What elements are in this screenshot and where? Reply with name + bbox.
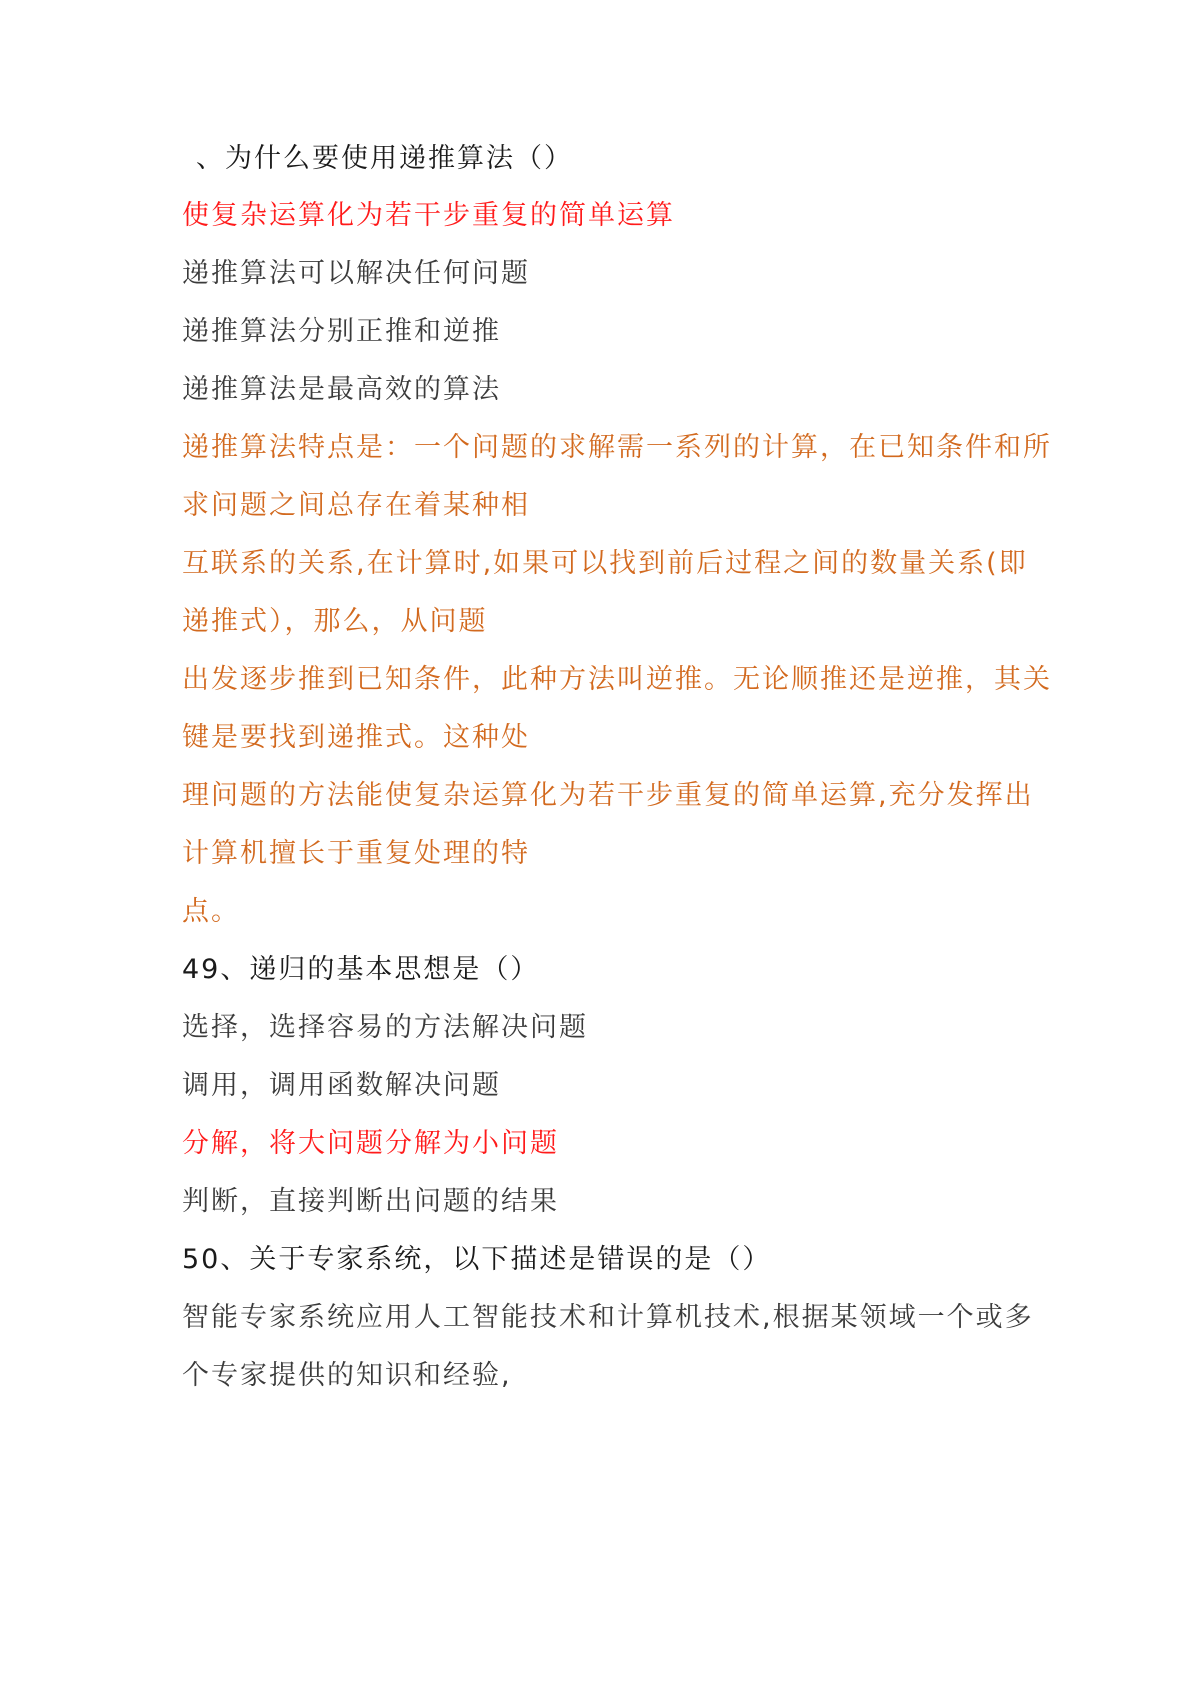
q48-explanation-line-9: 点。: [182, 896, 240, 927]
question-49-title: 49、递归的基本思想是（）: [182, 954, 540, 985]
question-50-title: 50、关于专家系统，以下描述是错误的是（）: [182, 1244, 772, 1275]
q48-option-a-correct: 使复杂运算化为若干步重复的简单运算: [182, 200, 675, 231]
question-48-title: 、为什么要使用递推算法（）: [196, 143, 573, 174]
q48-explanation-line-8: 计算机擅长于重复处理的特: [182, 838, 530, 869]
q49-option-d: 判断，直接判断出问题的结果: [182, 1186, 559, 1217]
q48-option-c: 递推算法分别正推和逆推: [182, 316, 501, 347]
q50-option-a-line-2: 个专家提供的知识和经验,: [182, 1360, 512, 1391]
q48-explanation-line-7: 理问题的方法能使复杂运算化为若干步重复的简单运算,充分发挥出: [182, 780, 1034, 811]
q49-option-b: 调用，调用函数解决问题: [182, 1070, 501, 1101]
q48-option-b: 递推算法可以解决任何问题: [182, 258, 530, 289]
q48-explanation-line-5: 出发逐步推到已知条件，此种方法叫逆推。无论顺推还是逆推，其关: [182, 664, 1052, 695]
q49-option-c-correct: 分解，将大问题分解为小问题: [182, 1128, 559, 1159]
q50-option-a-line-1: 智能专家系统应用人工智能技术和计算机技术,根据某领域一个或多: [182, 1302, 1034, 1333]
q48-explanation-line-2: 求问题之间总存在着某种相: [182, 490, 530, 521]
q48-option-d: 递推算法是最高效的算法: [182, 374, 501, 405]
q49-option-a: 选择，选择容易的方法解决问题: [182, 1012, 588, 1043]
q48-explanation-line-1: 递推算法特点是：一个问题的求解需一系列的计算，在已知条件和所: [182, 432, 1052, 463]
q48-explanation-line-3: 互联系的关系,在计算时,如果可以找到前后过程之间的数量关系(即: [182, 548, 1028, 579]
q48-explanation-line-6: 键是要找到递推式。这种处: [182, 722, 530, 753]
q48-explanation-line-4: 递推式），那么，从问题: [182, 606, 488, 637]
